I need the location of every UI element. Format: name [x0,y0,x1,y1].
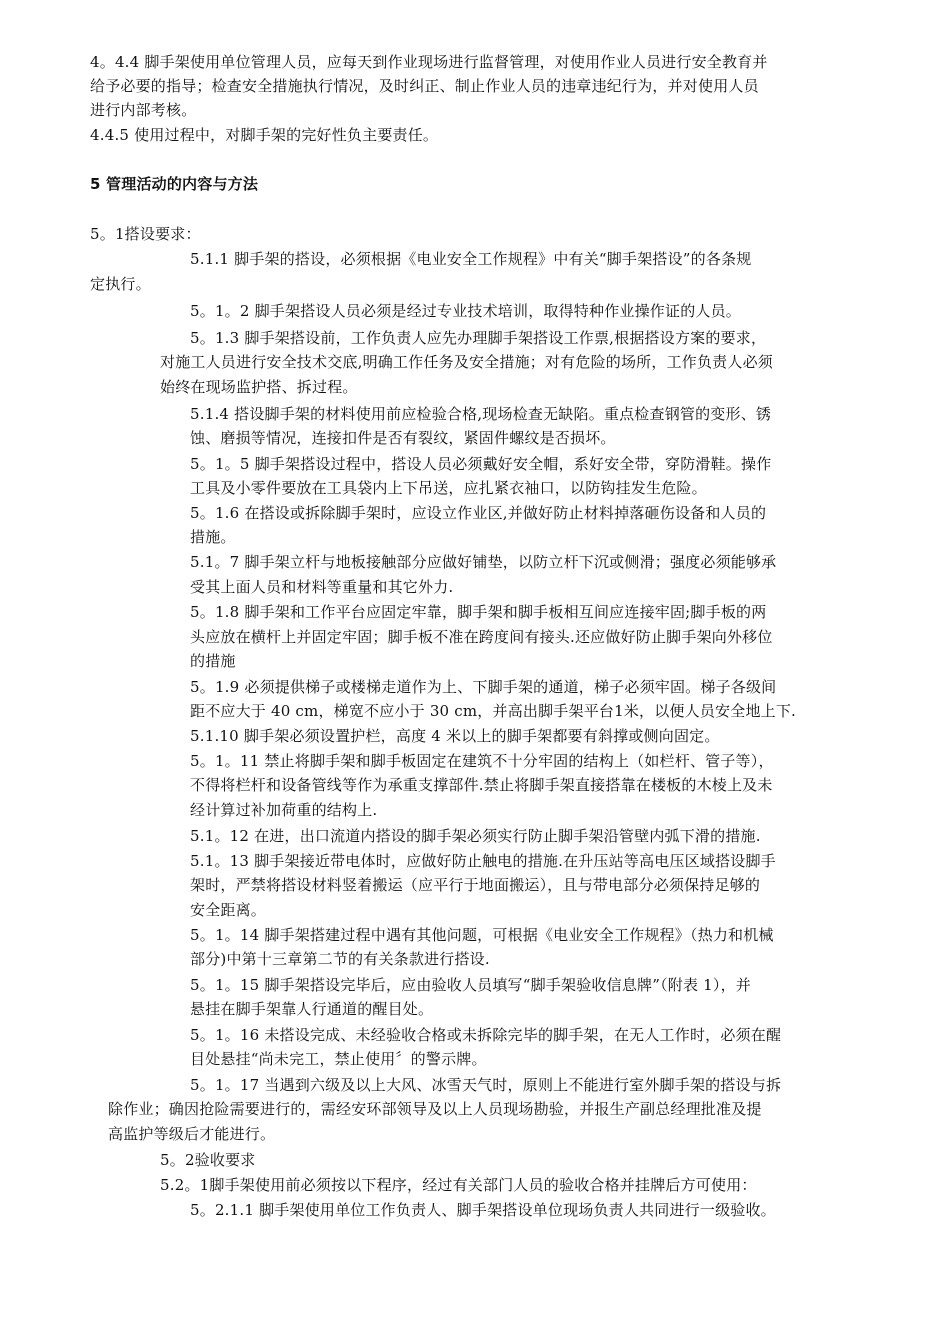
para-5-1-14-line-2: 部分)中第十三章第二节的有关条款进行搭设. [190,950,490,968]
para-5-1-2: 5。1。2 脚手架搭设人员必须是经过专业技术培训，取得特种作业操作证的人员。 [190,302,742,320]
para-5-1-13-line-1: 5.1。13 脚手架接近带电体时，应做好防止触电的措施.在升压站等高电压区域搭设脚手 [190,852,776,870]
para-5-1-14-line-1: 5。1。14 脚手架搭建过程中遇有其他问题，可根据《电业安全工作规程》（热力和机械 [190,926,774,944]
para-4-4-4-line-2: 给予必要的指导；检查安全措施执行情况，及时纠正、制止作业人员的违章违纪行为，并对使用人员 [90,77,759,95]
para-5-1-6-line-1: 5。1.6 在搭设或拆除脚手架时，应设立作业区,并做好防止材料掉落砸伤设备和人员的 [190,504,767,522]
para-5-1-5-line-1: 5。1。5 脚手架搭设过程中，搭设人员必须戴好安全帽，系好安全带，穿防滑鞋。操作 [190,455,772,473]
para-5-1-7-line-2: 受其上面人员和材料等重量和其它外力. [190,578,454,596]
para-5-1-3-line-1: 5。1.3 脚手架搭设前，工作负责人应先办理脚手架搭设工作票,根据搭设方案的要求， [190,329,767,347]
section-5-heading: 5 管理活动的内容与方法 [90,175,259,193]
para-5-1-8-line-1: 5。1.8 脚手架和工作平台应固定牢靠，脚手架和脚手板相互间应连接牢固;脚手板的两 [190,603,767,621]
para-5-1-11-line-2: 不得将栏杆和设备管线等作为承重支撑部件.禁止将脚手架直接搭靠在楼板的木棱上及未 [190,776,773,794]
para-5-1-16-line-1: 5。1。16 未搭设完成、未经验收合格或未拆除完毕的脚手架，在无人工作时，必须在醒 [190,1026,782,1044]
para-5-1-3-line-3: 始终在现场监护搭、拆过程。 [160,378,358,396]
para-5-1-7-line-1: 5.1。7 脚手架立杆与地板接触部分应做好铺垫，以防立杆下沉或侧滑；强度必须能够承 [190,553,777,571]
para-5-1-15-line-1: 5。1。15 脚手架搭设完毕后，应由验收人员填写“脚手架验收信息牌”（附表 1），并 [190,976,751,994]
para-5-1-4-line-1: 5.1.4 搭设脚手架的材料使用前应检验合格,现场检查无缺陷。重点检查钢管的变形、锈 [190,405,772,423]
para-5-1-5-line-2: 工具及小零件要放在工具袋内上下吊送，应扎紧衣袖口，以防钩挂发生危险。 [190,479,707,497]
para-5-1-15-line-2: 悬挂在脚手架靠人行通道的醒目处。 [190,1000,434,1018]
para-5-1-11-line-3: 经计算过补加荷重的结构上. [190,801,378,819]
para-4-4-4-line-1: 4。4.4 脚手架使用单位管理人员，应每天到作业现场进行监督管理，对使用作业人员进行安全教育并 [90,53,768,71]
para-5-2-1: 5.2。1脚手架使用前必须按以下程序，经过有关部门人员的验收合格并挂牌后方可使用： [160,1176,757,1194]
para-5-1-9-line-2: 距不应大于 40 cm，梯宽不应小于 30 cm，并高出脚手架平台1米，以便人员安全地上下. [190,702,797,720]
para-5-1-8-line-2: 头应放在横杆上并固定牢固；脚手板不准在跨度间有接头.还应做好防止脚手架向外移位 [190,628,773,646]
para-4-4-4-line-3: 进行内部考核。 [90,101,197,119]
para-5-1-16-line-2: 目处悬挂“尚未完工，禁止使用〞的警示牌。 [190,1050,487,1068]
para-5-1-1-line-2: 定执行。 [90,275,151,293]
para-5-1-11-line-1: 5。1。11 禁止将脚手架和脚手板固定在建筑不十分牢固的结构上（如栏杆、管子等）， [190,752,774,770]
para-5-1-17-line-2: 除作业；确因抢险需要进行的，需经安环部领导及以上人员现场勘验，并报生产副总经理批准及提 [108,1100,762,1118]
para-5-1-8-line-3: 的措施 [190,652,236,670]
para-5-2-1-1: 5。2.1.1 脚手架使用单位工作负责人、脚手架搭设单位现场负责人共同进行一级验收。 [190,1201,776,1219]
para-5-1-17-line-1: 5。1。17 当遇到六级及以上大风、冰雪天气时，原则上不能进行室外脚手架的搭设与拆 [190,1076,782,1094]
para-5-1-4-line-2: 蚀、磨损等情况，连接扣件是否有裂纹，紧固件螺纹是否损坏。 [190,429,616,447]
para-4-4-5: 4.4.5 使用过程中，对脚手架的完好性负主要责任。 [90,126,439,144]
para-5-1-3-line-2: 对施工人员进行安全技术交底,明确工作任务及安全措施；对有危险的场所，工作负责人必须 [160,353,773,371]
para-5-1-1-line-1: 5.1.1 脚手架的搭设，必须根据《电业安全工作规程》中有关“脚手架搭设”的各条规 [190,250,752,268]
para-5-1-12: 5.1。12 在进，出口流道内搭设的脚手架必须实行防止脚手架沿管壁内弧下滑的措施. [190,827,761,845]
para-5-1-10: 5.1.10 脚手架必须设置护栏，高度 4 米以上的脚手架都要有斜撑或侧向固定。 [190,727,720,745]
para-5-1-17-line-3: 高监护等级后才能进行。 [108,1125,276,1143]
para-5-1-13-line-2: 架时，严禁将搭设材料竖着搬运（应平行于地面搬运），且与带电部分必须保持足够的 [190,876,761,894]
subsection-5-1-heading: 5。1搭设要求： [90,225,201,243]
subsection-5-2-heading: 5。2验收要求 [160,1151,256,1169]
para-5-1-13-line-3: 安全距离。 [190,901,267,919]
para-5-1-9-line-1: 5。1.9 必须提供梯子或楼梯走道作为上、下脚手架的通道，梯子必须牢固。梯子各级间 [190,678,777,696]
para-5-1-6-line-2: 措施。 [190,528,236,546]
